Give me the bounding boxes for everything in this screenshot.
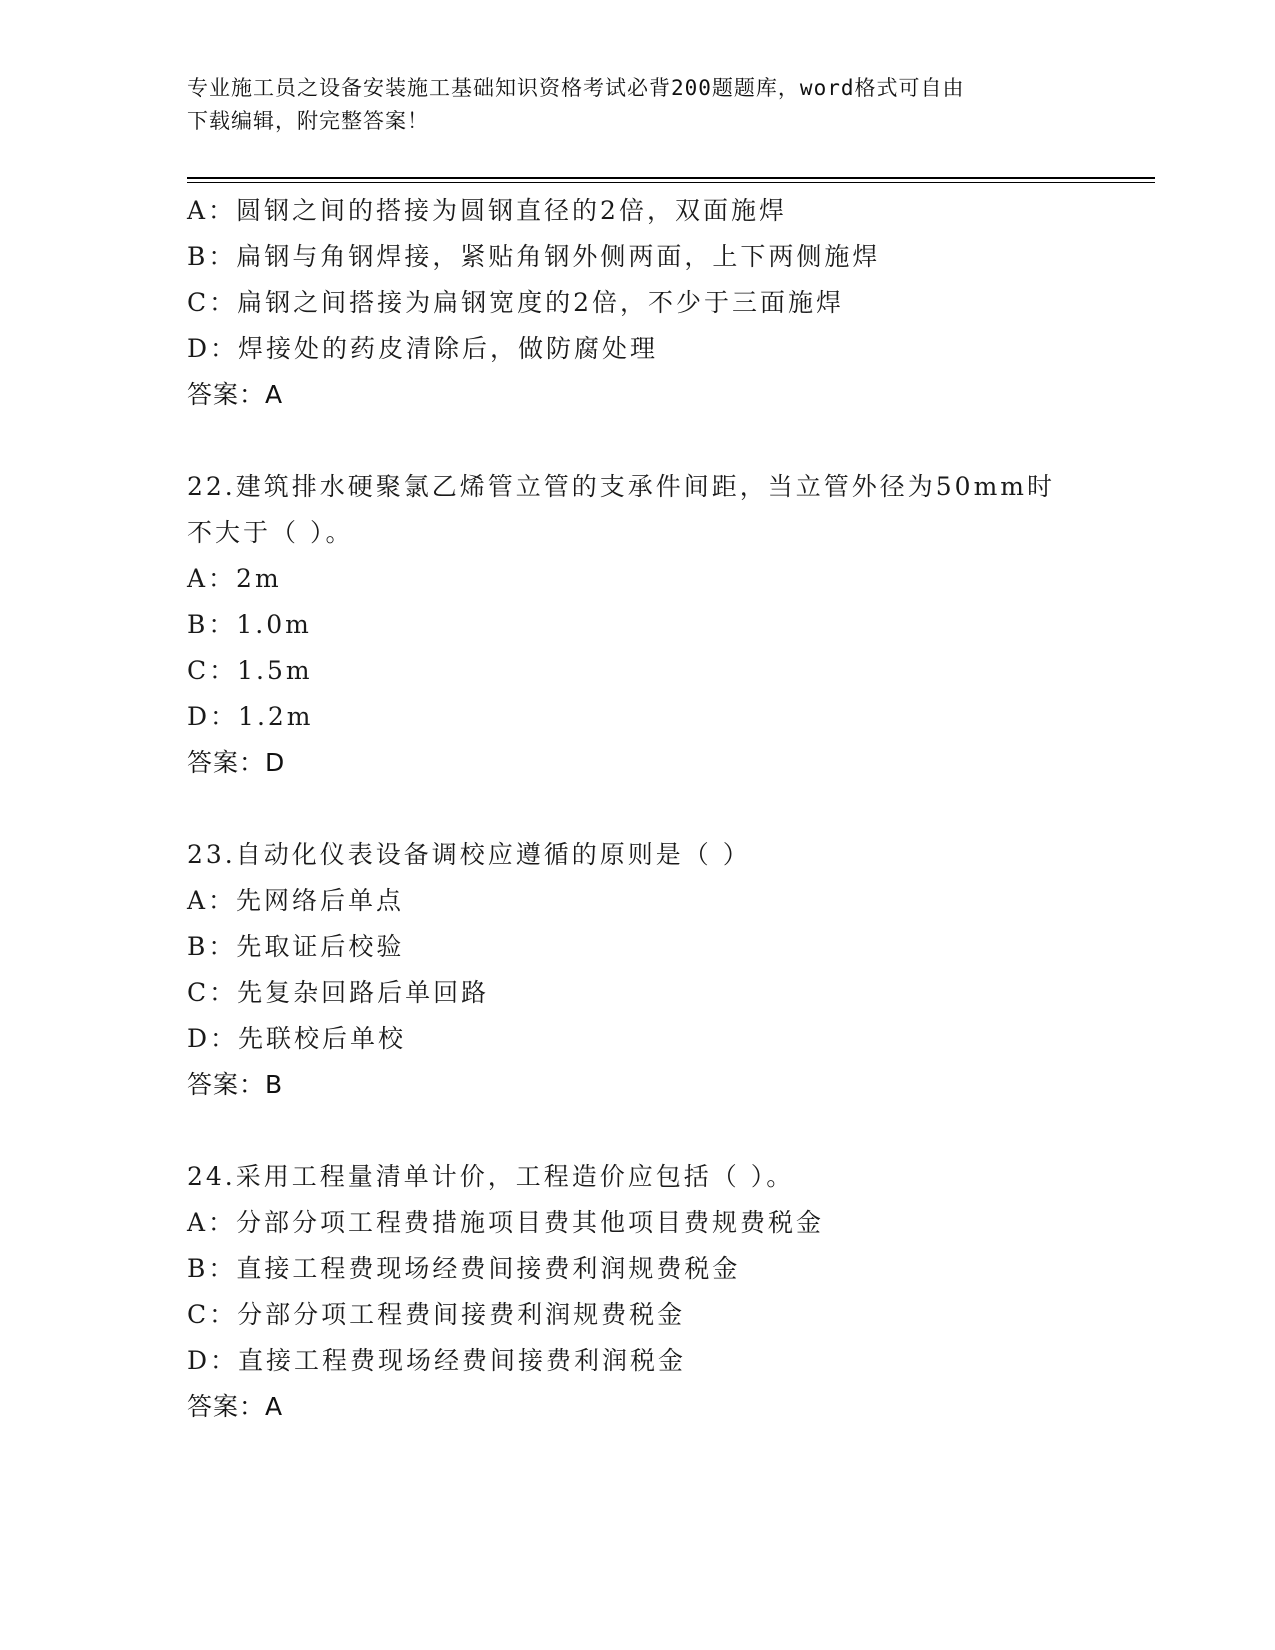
option-a: A：圆钢之间的搭接为圆钢直径的2倍，双面施焊 (187, 196, 787, 225)
answer-label: 答案：B (187, 1070, 284, 1099)
option-b: B：1.0m (187, 610, 312, 639)
option-b: B：扁钢与角钢焊接，紧贴角钢外侧两面，上下两侧施焊 (187, 242, 881, 271)
option-d: D：直接工程费现场经费间接费利润税金 (187, 1346, 687, 1375)
option-c: C：先复杂回路后单回路 (187, 978, 490, 1007)
option-d: D：1.2m (187, 702, 314, 731)
option-b: B：先取证后校验 (187, 932, 405, 961)
question-stem: 24.采用工程量清单计价，工程造价应包括（ ）。 (187, 1162, 795, 1191)
spacer (187, 786, 1087, 832)
option-c: C：分部分项工程费间接费利润规费税金 (187, 1300, 686, 1329)
option-c: C：扁钢之间搭接为扁钢宽度的2倍，不少于三面施焊 (187, 288, 845, 317)
option-a: A：分部分项工程费措施项目费其他项目费规费税金 (187, 1208, 825, 1237)
spacer (187, 1108, 1087, 1154)
option-a: A：2m (187, 564, 282, 593)
question-23 (187, 832, 1087, 1108)
header-title-line-1: 专业施工员之设备安装施工基础知识资格考试必背200题题库，word格式可自由 (187, 76, 965, 100)
question-22 (187, 464, 1087, 786)
option-c: C：1.5m (187, 656, 313, 685)
question-stem: 22.建筑排水硬聚氯乙烯管立管的支承件间距，当立管外径为50mm时 (187, 472, 1055, 501)
option-a: A：先网络后单点 (187, 886, 405, 915)
question-21-continued (187, 188, 1087, 418)
answer-label: 答案：A (187, 380, 284, 409)
question-stem-continued: 不大于（ ）。 (187, 518, 354, 547)
answer-label: 答案：D (187, 748, 286, 777)
answer-label: 答案：A (187, 1392, 284, 1421)
option-d: D：焊接处的药皮清除后，做防腐处理 (187, 334, 659, 363)
document-header (187, 72, 1087, 138)
question-24 (187, 1154, 1087, 1430)
spacer (187, 418, 1087, 464)
header-title-line-2: 下载编辑，附完整答案！ (187, 109, 429, 133)
header-divider-thick (187, 177, 1155, 179)
option-d: D：先联校后单校 (187, 1024, 407, 1053)
question-stem: 23.自动化仪表设备调校应遵循的原则是（ ） (187, 840, 751, 869)
question-list (187, 188, 1087, 1430)
option-b: B：直接工程费现场经费间接费利润规费税金 (187, 1254, 741, 1283)
header-divider-thin (187, 182, 1155, 183)
